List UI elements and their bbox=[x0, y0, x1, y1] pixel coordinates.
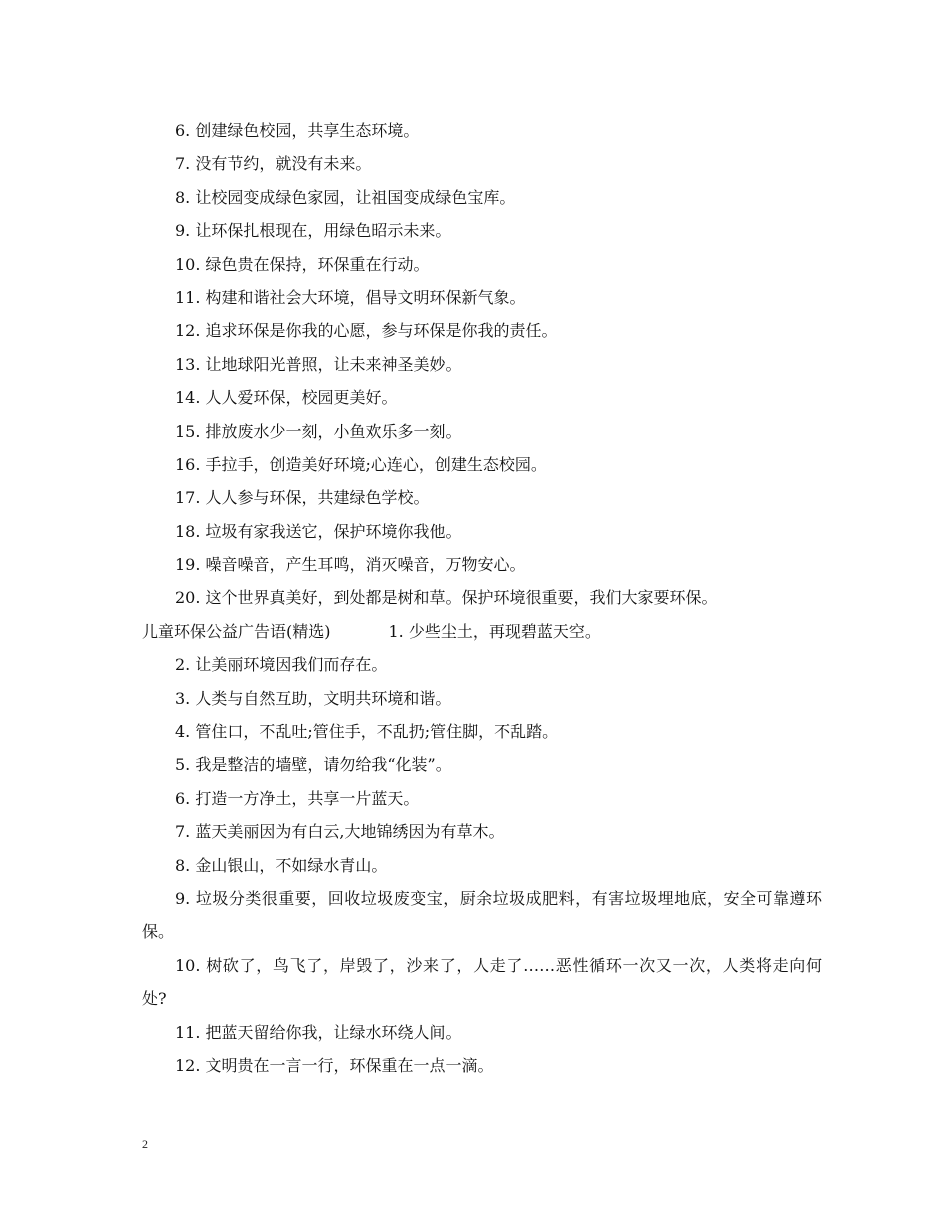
list-item: 3. 人类与自然互助，文明共环境和谐。 bbox=[175, 688, 452, 708]
list-item: 12. 文明贵在一言一行，环保重在一点一滴。 bbox=[175, 1056, 494, 1075]
list-item: 7. 蓝天美丽因为有白云,大地锦绣因为有草木。 bbox=[175, 822, 505, 842]
list-item: 12. 追求环保是你我的心愿，参与环保是你我的责任。 bbox=[175, 321, 558, 341]
list-item: 7. 没有节约，就没有未来。 bbox=[175, 154, 372, 174]
list-item: 13. 让地球阳光普照，让未来神圣美妙。 bbox=[175, 354, 462, 374]
page-number: 2 bbox=[142, 1137, 148, 1151]
list-item: 2. 让美丽环境因我们而存在。 bbox=[175, 655, 388, 675]
section-title: 儿童环保公益广告语(精选) bbox=[142, 621, 331, 641]
list-item: 14. 人人爱环保，校园更美好。 bbox=[175, 388, 398, 408]
document-body bbox=[142, 114, 822, 1082]
list-item: 9. 让环保扎根现在，用绿色昭示未来。 bbox=[175, 221, 452, 241]
list-item: 17. 人人参与环保，共建绿色学校。 bbox=[175, 488, 430, 508]
list-item: 10. 树砍了，鸟飞了，岸毁了，沙来了，人走了……恶性循环一次又一次，人类将走向何处? bbox=[142, 955, 822, 1009]
list-item: 1. 少些尘土，再现碧蓝天空。 bbox=[388, 621, 601, 641]
list-item: 9. 垃圾分类很重要，回收垃圾废变宝，厨余垃圾成肥料，有害垃圾埋地底，安全可靠遵环保。 bbox=[142, 888, 822, 942]
list-item: 18. 垃圾有家我送它，保护环境你我他。 bbox=[175, 521, 462, 541]
list-item: 6. 创建绿色校园，共享生态环境。 bbox=[175, 121, 420, 140]
list-item: 8. 让校园变成绿色家园，让祖国变成绿色宝库。 bbox=[175, 187, 516, 207]
list-item: 6. 打造一方净土，共享一片蓝天。 bbox=[175, 788, 420, 808]
list-item: 5. 我是整洁的墙壁，请勿给我“化装”。 bbox=[175, 755, 452, 775]
list-item: 11. 把蓝天留给你我，让绿水环绕人间。 bbox=[175, 1022, 462, 1042]
list-item: 16. 手拉手，创造美好环境;心连心，创建生态校园。 bbox=[175, 454, 547, 474]
list-item: 15. 排放废水少一刻，小鱼欢乐多一刻。 bbox=[175, 421, 462, 441]
list-item: 11. 构建和谐社会大环境，倡导文明环保新气象。 bbox=[175, 287, 526, 307]
section-heading-line bbox=[142, 615, 822, 648]
list-item: 20. 这个世界真美好，到处都是树和草。保护环境很重要，我们大家要环保。 bbox=[175, 588, 718, 608]
list-item: 4. 管住口，不乱吐;管住手，不乱扔;管住脚，不乱踏。 bbox=[175, 722, 559, 742]
list-item: 8. 金山银山，不如绿水青山。 bbox=[175, 855, 388, 875]
list-item: 10. 绿色贵在保持，环保重在行动。 bbox=[175, 254, 430, 274]
list-item: 19. 噪音噪音，产生耳鸣，消灭噪音，万物安心。 bbox=[175, 555, 526, 575]
